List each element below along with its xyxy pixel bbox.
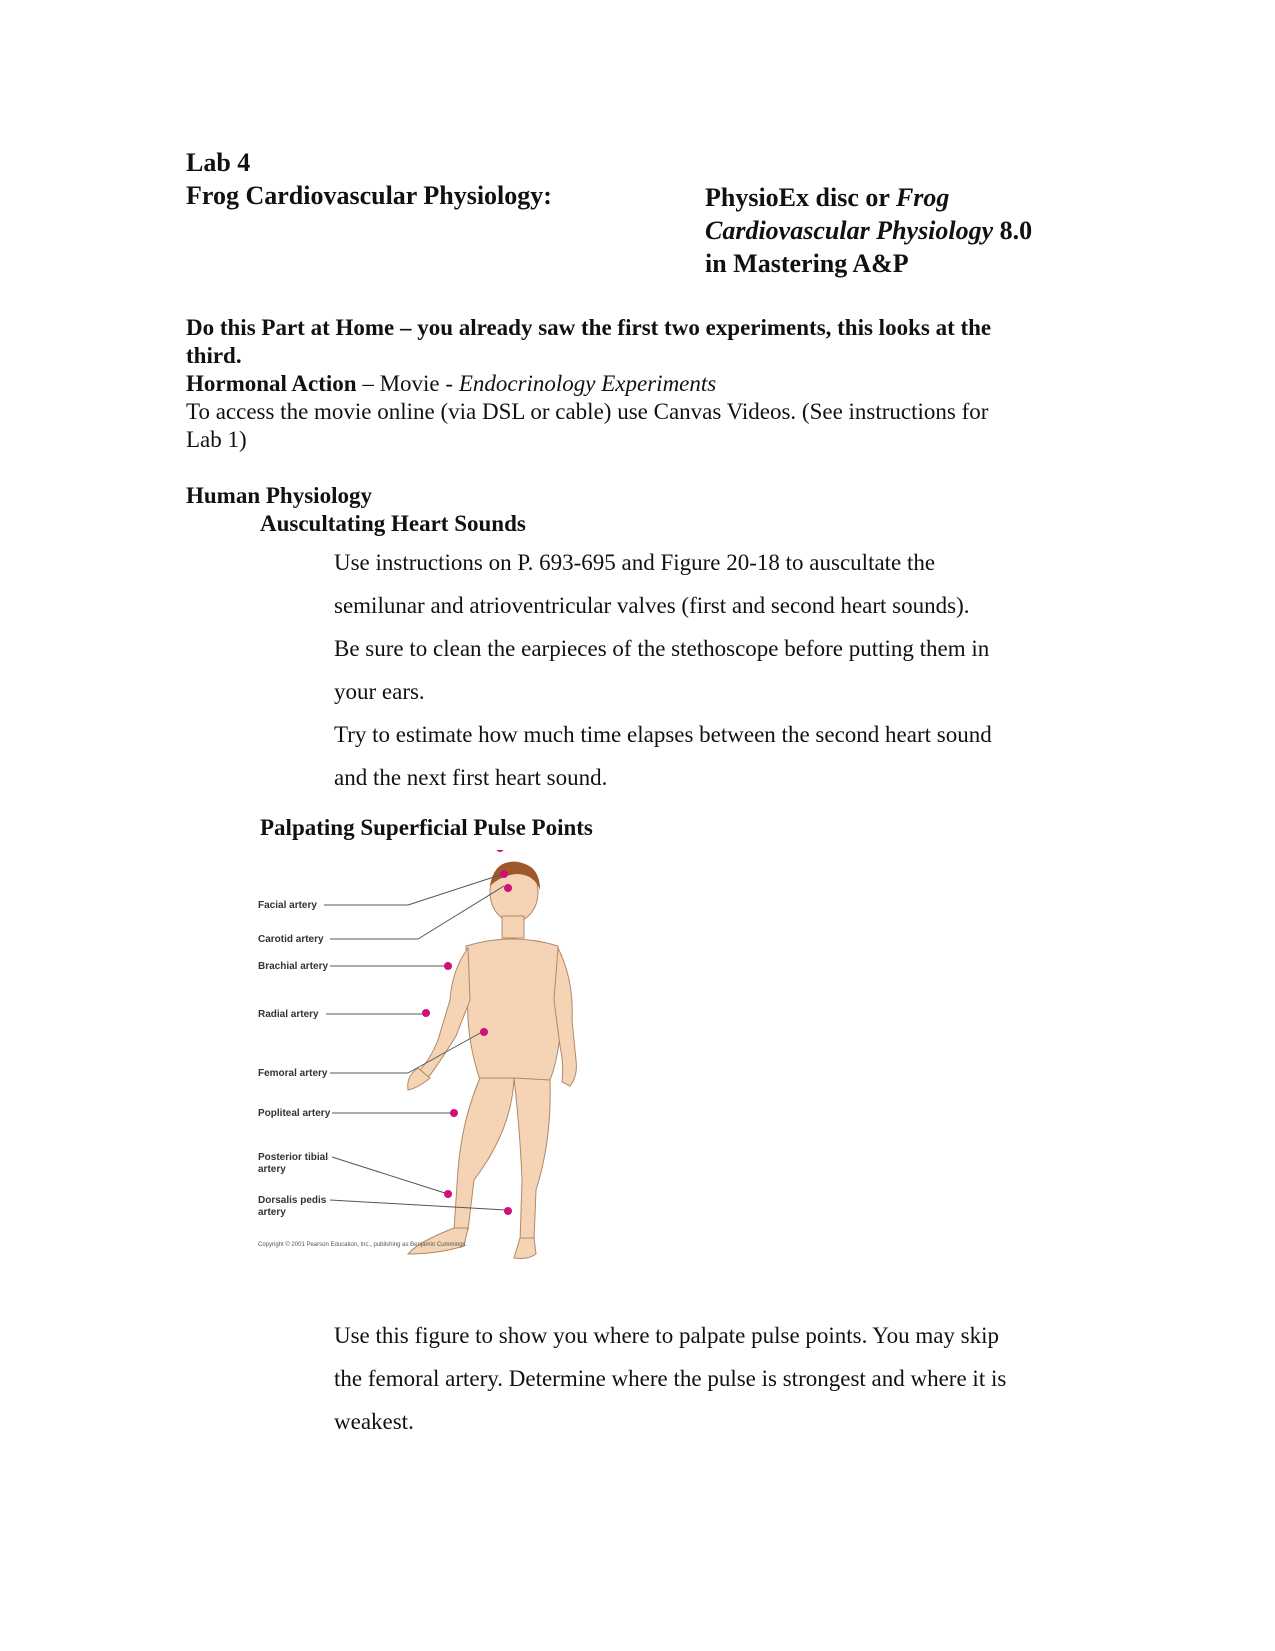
radial-artery-label: Radial artery bbox=[258, 1009, 319, 1020]
femoral-pulse-marker bbox=[480, 1028, 488, 1036]
popliteal-pulse-marker bbox=[450, 1109, 458, 1117]
femoral-artery-label: Femoral artery bbox=[258, 1068, 328, 1079]
hormonal-action-movie: Endocrinology Experiments bbox=[458, 371, 717, 396]
auscultating-line: and the next first heart sound. bbox=[334, 765, 608, 790]
hormonal-action-dash: – Movie - bbox=[356, 371, 459, 396]
pulse-points-figure bbox=[258, 850, 618, 1310]
auscultating-line: semilunar and atrioventricular valves (first and second heart sounds). bbox=[334, 593, 970, 618]
resource-text-a: PhysioEx disc or bbox=[705, 183, 896, 212]
lab-resource bbox=[705, 181, 1125, 280]
dorsalis-pedis-pulse-marker bbox=[504, 1207, 512, 1215]
home-instruction-line1: Do this Part at Home – you already saw the first two experiments, this looks at the bbox=[186, 315, 992, 340]
hormonal-action-label: Hormonal Action bbox=[186, 371, 357, 396]
resource-text-e: in Mastering A&P bbox=[705, 249, 909, 278]
resource-text-c: Cardiovascular Physiology bbox=[705, 216, 994, 245]
palpating-heading: Palpating Superficial Pulse Points bbox=[260, 815, 593, 840]
lab-title: Frog Cardiovascular Physiology: bbox=[186, 181, 552, 210]
posterior-tibial-pulse-marker bbox=[444, 1190, 452, 1198]
carotid-pulse-marker bbox=[504, 884, 512, 892]
auscultating-line: Be sure to clean the earpieces of the stethoscope before putting them in bbox=[334, 636, 990, 661]
facial-pulse-marker bbox=[500, 870, 508, 878]
auscultating-line: Try to estimate how much time elapses between the second heart sound bbox=[334, 722, 992, 747]
brachial-pulse-marker bbox=[444, 962, 452, 970]
radial-pulse-marker bbox=[422, 1009, 430, 1017]
closing-line: weakest. bbox=[334, 1409, 414, 1434]
access-line2: Lab 1) bbox=[186, 427, 247, 452]
resource-text-b: Frog bbox=[895, 183, 950, 212]
carotid-artery-label: Carotid artery bbox=[258, 934, 324, 945]
home-instruction-line2: third. bbox=[186, 343, 242, 368]
auscultating-line: your ears. bbox=[334, 679, 425, 704]
brachial-artery-label: Brachial artery bbox=[258, 961, 329, 972]
facial-artery-label: Facial artery bbox=[258, 900, 317, 911]
temporal-pulse-marker bbox=[496, 850, 504, 852]
dorsalis-pedis-label-2: artery bbox=[258, 1207, 286, 1218]
access-line1: To access the movie online (via DSL or cable) use Canvas Videos. (See instructions for bbox=[186, 399, 989, 424]
human-body-illustration bbox=[408, 862, 577, 1259]
human-physiology-heading: Human Physiology bbox=[186, 483, 372, 508]
resource-text-d: 8.0 bbox=[993, 216, 1033, 245]
hormonal-action-line bbox=[186, 370, 716, 398]
lab-number: Lab 4 bbox=[186, 148, 251, 177]
posterior-tibial-label: Posterior tibial bbox=[258, 1152, 329, 1163]
closing-line: the femoral artery. Determine where the pulse is strongest and where it is bbox=[334, 1366, 1007, 1391]
closing-line: Use this figure to show you where to palpate pulse points. You may skip bbox=[334, 1323, 1000, 1348]
dorsalis-pedis-label: Dorsalis pedis bbox=[258, 1195, 327, 1206]
figure-copyright: Copyright © 2001 Pearson Education, Inc., publishing as Benjamin Cummings. bbox=[258, 1242, 468, 1248]
auscultating-line: Use instructions on P. 693-695 and Figure 20-18 to auscultate the bbox=[334, 550, 936, 575]
popliteal-artery-label: Popliteal artery bbox=[258, 1108, 331, 1119]
posterior-tibial-label-2: artery bbox=[258, 1164, 286, 1175]
auscultating-heading: Auscultating Heart Sounds bbox=[260, 511, 526, 536]
